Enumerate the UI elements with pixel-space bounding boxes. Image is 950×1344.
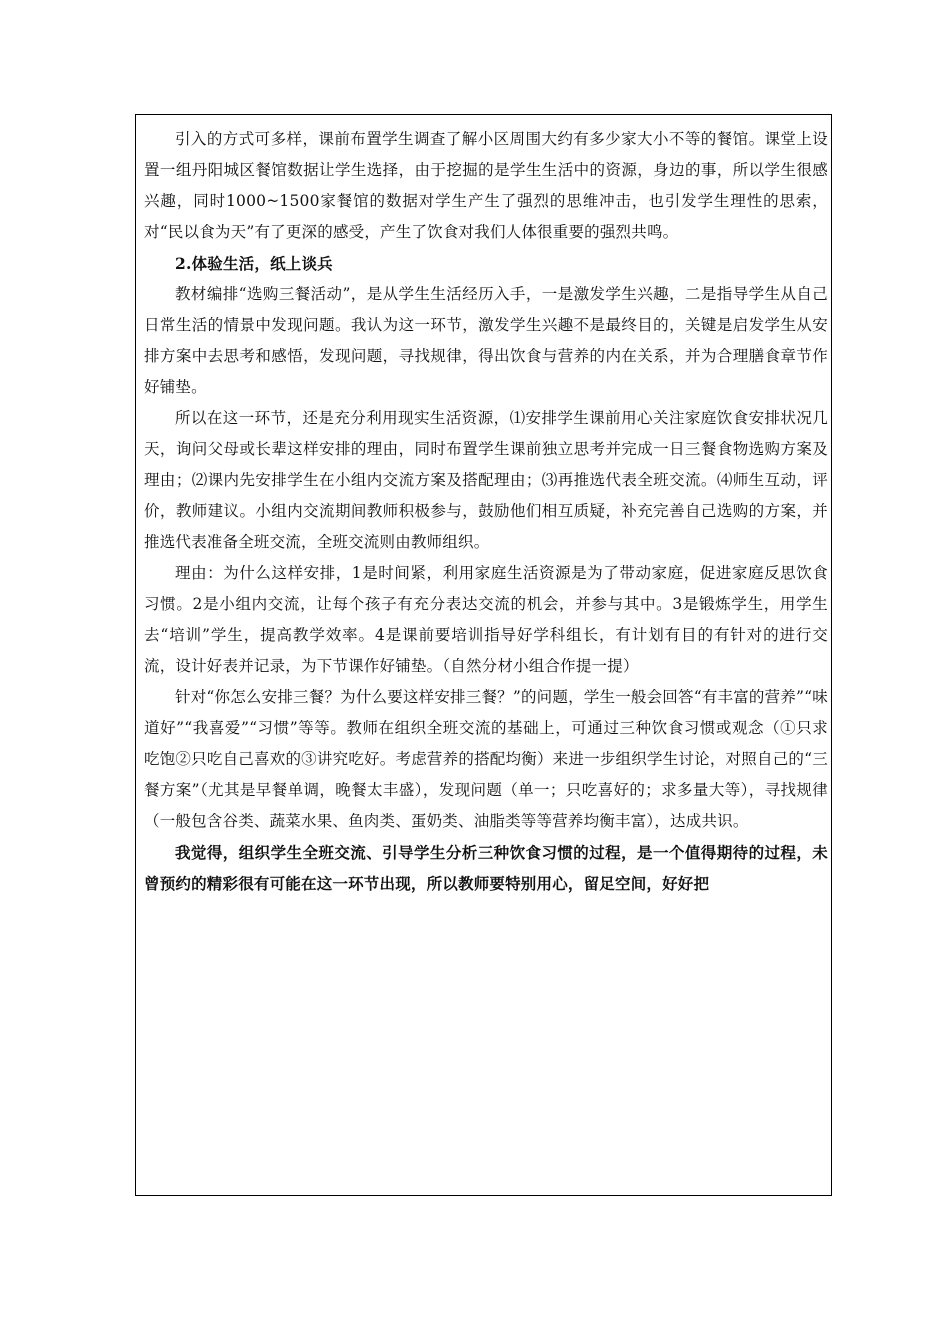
document-body [144,124,828,899]
paragraph-activity-steps: 所以在这一环节，还是充分利用现实生活资源，⑴安排学生课前用心关注家庭饮食安排状况几天，询问父母或长辈这样安排的理由，同时布置学生课前独立思考并完成一日三餐食物选购方案及理由；⑵课内先安排学生在小组内交流方案及搭配理由；⑶再推选代表全班交流。⑷师生互动，评价，教师建议。小组内交流期间教师积极参与，鼓励他们相互质疑，补充完善自己选购的方案，并推选代表准备全班交流，全班交流则由教师组织。 [144,409,828,551]
paragraph-reasons: 理由：为什么这样安排，1是时间紧，利用家庭生活资源是为了带动家庭，促进家庭反思饮食习惯。2是小组内交流，让每个孩子有充分表达交流的机会，并参与其中。3是锻炼学生，用学生去“培训”学生，提高教学效率。4是课前要培训指导好学科组长，有计划有目的有针对的进行交流，设计好表并记录，为下节课作好铺垫。（自然分材小组合作提一提） [144,564,828,675]
paragraph-textbook-arrangement: 教材编排“选购三餐活动”，是从学生生活经历入手，一是激发学生兴趣，二是指导学生从自己日常生活的情景中发现问题。我认为这一环节，激发学生兴趣不是最终目的，关键是启发学生从安排方案中去思考和感悟，发现问题，寻找规律，得出饮食与营养的内在关系，并为合理膳食章节作好铺垫。 [144,285,828,396]
section-heading-experience-life: 2.体验生活，纸上谈兵 [175,254,333,273]
paragraph-three-meals-question: 针对“你怎么安排三餐？为什么要这样安排三餐？”的问题，学生一般会回答“有丰富的营养”“味道好”“我喜爱”“习惯”等等。教师在组织全班交流的基础上，可通过三种饮食习惯或观念（①只求吃饱②只吃自己喜欢的③讲究吃好。考虑营养的搭配均衡）来进一步组织学生讨论，对照自己的“三餐方案”（尤其是早餐单调，晚餐太丰盛），发现问题（单一；只吃喜好的；求多量大等），寻找规律（一般包含谷类、蔬菜水果、鱼肉类、蛋奶类、油脂类等等营养均衡丰富），达成共识。 [144,688,828,830]
paragraph-reflection: 我觉得，组织学生全班交流、引导学生分析三种饮食习惯的过程，是一个值得期待的过程，未曾预约的精彩很有可能在这一环节出现，所以教师要特别用心，留足空间，好好把 [144,843,828,893]
paragraph-introduction-method: 引入的方式可多样，课前布置学生调查了解小区周围大约有多少家大小不等的餐馆。课堂上设置一组丹阳城区餐馆数据让学生选择，由于挖掘的是学生生活中的资源，身边的事，所以学生很感兴趣，同时1000~1500家餐馆的数据对学生产生了强烈的思维冲击，也引发学生理性的思索，对“民以食为天”有了更深的感受，产生了饮食对我们人体很重要的强烈共鸣。 [144,130,828,241]
